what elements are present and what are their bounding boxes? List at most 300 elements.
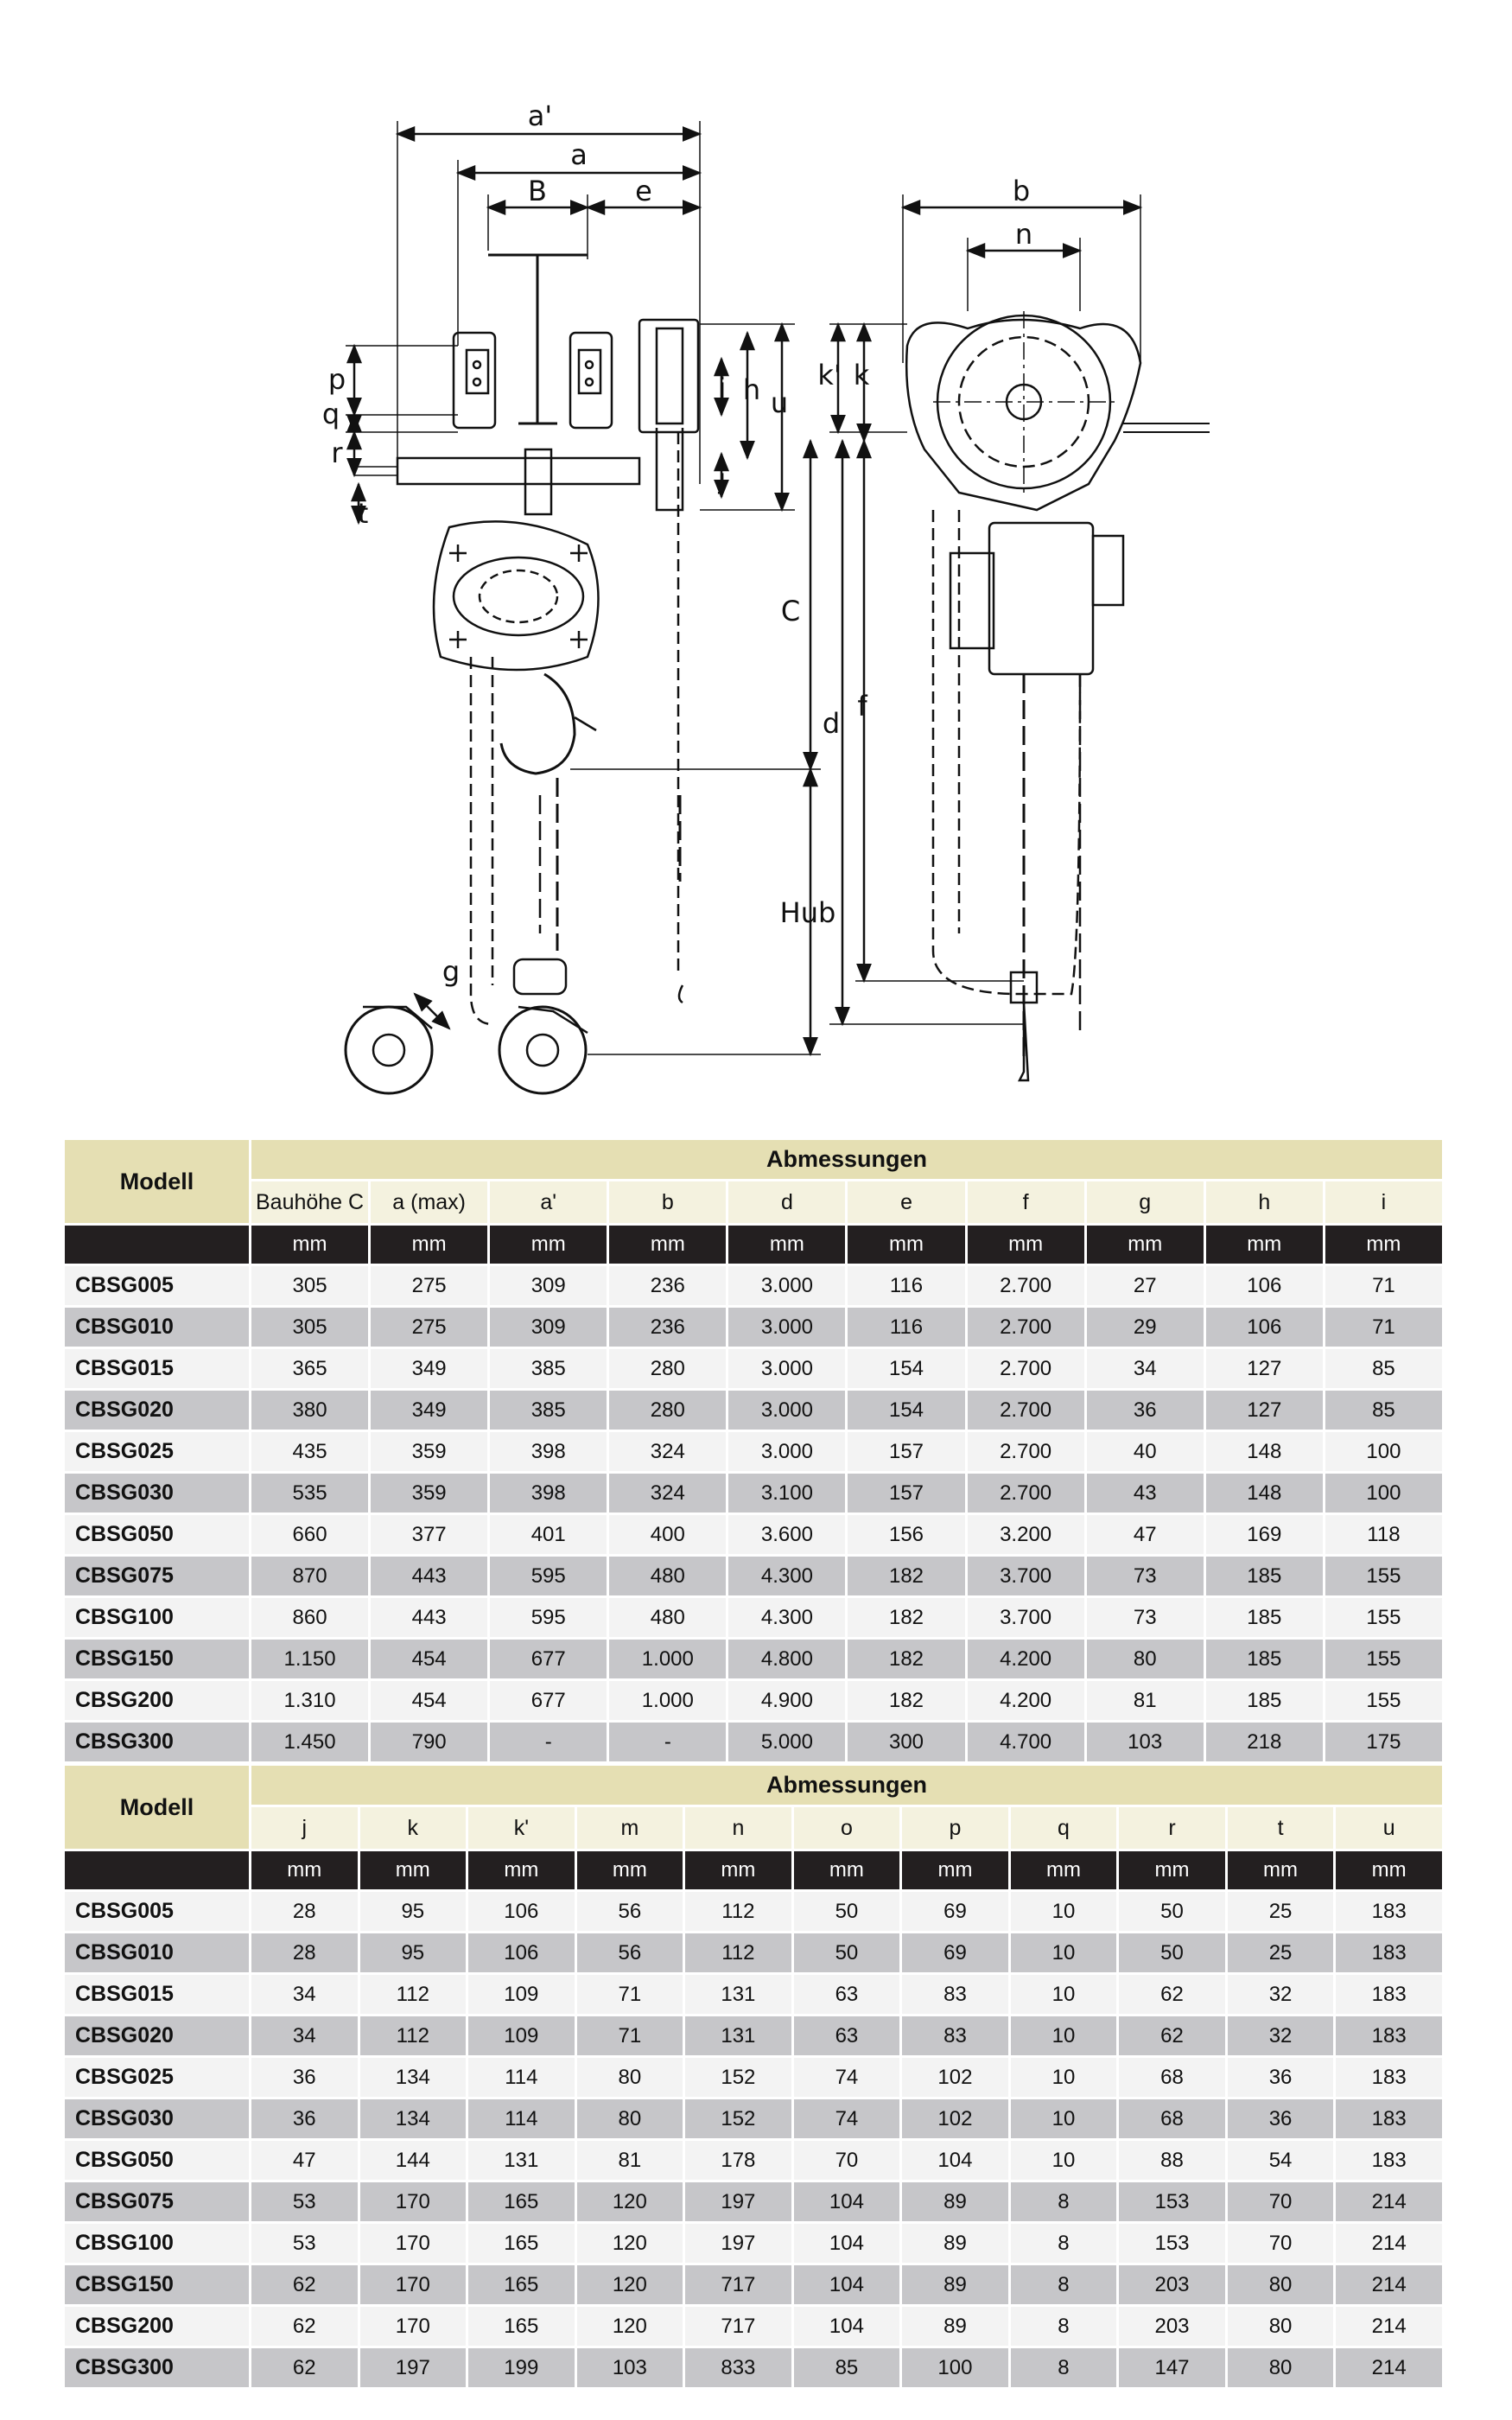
unit-row-blank bbox=[65, 1226, 249, 1264]
table-cell: 53 bbox=[251, 2182, 358, 2221]
table-cell: 10 bbox=[1011, 1892, 1117, 1931]
table-cell: 1.150 bbox=[251, 1640, 368, 1678]
table-cell: 4.200 bbox=[968, 1681, 1084, 1720]
table-cell: 148 bbox=[1206, 1474, 1323, 1512]
table-cell: 71 bbox=[577, 1975, 683, 2014]
table-cell: 104 bbox=[902, 2141, 1008, 2180]
table-row bbox=[65, 1432, 1442, 1471]
label-g: g bbox=[442, 955, 461, 988]
table-cell: 677 bbox=[490, 1640, 607, 1678]
table-cell: 5.000 bbox=[728, 1723, 845, 1761]
table-cell: 214 bbox=[1336, 2265, 1442, 2304]
table-cell: 400 bbox=[609, 1515, 726, 1554]
table-cell: 83 bbox=[902, 2016, 1008, 2055]
table-row bbox=[65, 2182, 1442, 2221]
table-cell: 197 bbox=[360, 2348, 467, 2387]
table-row bbox=[65, 2099, 1442, 2138]
table-row bbox=[65, 1892, 1442, 1931]
label-d: d bbox=[822, 707, 841, 740]
table-cell: 32 bbox=[1228, 2016, 1334, 2055]
table-cell: 717 bbox=[685, 2265, 791, 2304]
table-row bbox=[65, 1308, 1442, 1347]
table-cell: 36 bbox=[1087, 1391, 1204, 1430]
table-cell: 183 bbox=[1336, 2058, 1442, 2097]
table-cell: 69 bbox=[902, 1933, 1008, 1972]
table-cell: 8 bbox=[1011, 2348, 1117, 2387]
model-name: CBSG100 bbox=[65, 1598, 249, 1637]
table-row bbox=[65, 1557, 1442, 1595]
model-name: CBSG005 bbox=[65, 1266, 249, 1305]
table-cell: 305 bbox=[251, 1308, 368, 1347]
table-cell: 203 bbox=[1119, 2265, 1225, 2304]
table-cell: 2.700 bbox=[968, 1308, 1084, 1347]
table-cell: 63 bbox=[794, 2016, 900, 2055]
column-header: n bbox=[685, 1807, 791, 1849]
table-cell: 10 bbox=[1011, 1975, 1117, 2014]
table-cell: 365 bbox=[251, 1349, 368, 1388]
model-name: CBSG020 bbox=[65, 2016, 249, 2055]
table-cell: 183 bbox=[1336, 2099, 1442, 2138]
table-cell: 68 bbox=[1119, 2099, 1225, 2138]
table-cell: 199 bbox=[468, 2348, 575, 2387]
unit-cell: mm bbox=[251, 1226, 368, 1264]
table-cell: 175 bbox=[1325, 1723, 1442, 1761]
table-cell: 134 bbox=[360, 2099, 467, 2138]
table-cell: 120 bbox=[577, 2265, 683, 2304]
table-cell: 62 bbox=[251, 2265, 358, 2304]
table-cell: 10 bbox=[1011, 2141, 1117, 2180]
table-cell: 89 bbox=[902, 2182, 1008, 2221]
table-row bbox=[65, 2141, 1442, 2180]
table-cell: 398 bbox=[490, 1474, 607, 1512]
table-cell: 170 bbox=[360, 2224, 467, 2263]
table-cell: 116 bbox=[848, 1308, 964, 1347]
table-cell: 3.000 bbox=[728, 1308, 845, 1347]
model-name: CBSG025 bbox=[65, 1432, 249, 1471]
table-cell: 88 bbox=[1119, 2141, 1225, 2180]
column-header: k bbox=[360, 1807, 467, 1849]
table-cell: 80 bbox=[577, 2058, 683, 2097]
table-cell: 36 bbox=[251, 2099, 358, 2138]
table-cell: 309 bbox=[490, 1308, 607, 1347]
table-cell: 29 bbox=[1087, 1308, 1204, 1347]
table-cell: 36 bbox=[1228, 2058, 1334, 2097]
table-row bbox=[65, 1933, 1442, 1972]
table-cell: 717 bbox=[685, 2307, 791, 2346]
table-cell: 1.450 bbox=[251, 1723, 368, 1761]
table-cell: 309 bbox=[490, 1266, 607, 1305]
table-cell: 10 bbox=[1011, 2016, 1117, 2055]
column-header: a (max) bbox=[371, 1181, 487, 1223]
table-row bbox=[65, 2348, 1442, 2387]
table-cell: 280 bbox=[609, 1391, 726, 1430]
model-name: CBSG010 bbox=[65, 1933, 249, 1972]
table-cell: 36 bbox=[1228, 2099, 1334, 2138]
table-cell: 8 bbox=[1011, 2265, 1117, 2304]
table-cell: 62 bbox=[1119, 2016, 1225, 2055]
table-cell: 454 bbox=[371, 1640, 487, 1678]
label-k-prime: k' bbox=[817, 359, 842, 392]
table-cell: 8 bbox=[1011, 2224, 1117, 2263]
table-cell: 300 bbox=[848, 1723, 964, 1761]
table-cell: 155 bbox=[1325, 1681, 1442, 1720]
table-cell: 183 bbox=[1336, 1892, 1442, 1931]
unit-cell: mm bbox=[1119, 1851, 1225, 1889]
unit-row bbox=[65, 1851, 1442, 1889]
table-cell: 80 bbox=[1087, 1640, 1204, 1678]
label-q: q bbox=[321, 398, 340, 430]
table-cell: 34 bbox=[251, 2016, 358, 2055]
column-header: a' bbox=[490, 1181, 607, 1223]
table-cell: 53 bbox=[251, 2224, 358, 2263]
unit-cell: mm bbox=[1228, 1851, 1334, 1889]
table-cell: 197 bbox=[685, 2182, 791, 2221]
label-C: C bbox=[780, 595, 801, 627]
table-cell: 595 bbox=[490, 1557, 607, 1595]
label-i: i bbox=[718, 372, 727, 404]
table-cell: 443 bbox=[371, 1598, 487, 1637]
label-j: j bbox=[718, 462, 727, 495]
table-cell: 104 bbox=[794, 2307, 900, 2346]
table-cell: 3.000 bbox=[728, 1266, 845, 1305]
table-cell: 81 bbox=[1087, 1681, 1204, 1720]
table-cell: 85 bbox=[794, 2348, 900, 2387]
table-cell: 153 bbox=[1119, 2224, 1225, 2263]
table-row bbox=[65, 1391, 1442, 1430]
table-cell: 70 bbox=[1228, 2182, 1334, 2221]
model-name: CBSG300 bbox=[65, 1723, 249, 1761]
table-cell: 182 bbox=[848, 1557, 964, 1595]
table-cell: - bbox=[490, 1723, 607, 1761]
model-name: CBSG075 bbox=[65, 2182, 249, 2221]
label-n: n bbox=[1014, 218, 1033, 251]
column-header: m bbox=[577, 1807, 683, 1849]
unit-cell: mm bbox=[468, 1851, 575, 1889]
table-cell: 100 bbox=[1325, 1474, 1442, 1512]
abmessungen-header: Abmessungen bbox=[251, 1766, 1442, 1805]
table-cell: 677 bbox=[490, 1681, 607, 1720]
table-row bbox=[65, 2224, 1442, 2263]
table-cell: 155 bbox=[1325, 1557, 1442, 1595]
table-cell: 36 bbox=[251, 2058, 358, 2097]
model-name: CBSG075 bbox=[65, 1557, 249, 1595]
model-name: CBSG030 bbox=[65, 1474, 249, 1512]
table-cell: 89 bbox=[902, 2307, 1008, 2346]
label-a-prime: a' bbox=[527, 99, 553, 132]
modell-header: Modell bbox=[65, 1140, 249, 1223]
table-cell: 435 bbox=[251, 1432, 368, 1471]
model-name: CBSG100 bbox=[65, 2224, 249, 2263]
table-cell: 236 bbox=[609, 1266, 726, 1305]
table-cell: 2.700 bbox=[968, 1432, 1084, 1471]
unit-row-blank bbox=[65, 1851, 249, 1889]
table-cell: 183 bbox=[1336, 2141, 1442, 2180]
label-f: f bbox=[857, 690, 867, 723]
table-cell: 50 bbox=[794, 1892, 900, 1931]
table-cell: 89 bbox=[902, 2224, 1008, 2263]
table-cell: 47 bbox=[251, 2141, 358, 2180]
table-cell: 170 bbox=[360, 2265, 467, 2304]
label-B: B bbox=[528, 175, 547, 207]
label-a: a bbox=[570, 138, 588, 171]
column-header: b bbox=[609, 1181, 726, 1223]
table-cell: 182 bbox=[848, 1598, 964, 1637]
table-cell: 106 bbox=[1206, 1266, 1323, 1305]
unit-cell: mm bbox=[490, 1226, 607, 1264]
table-cell: 120 bbox=[577, 2307, 683, 2346]
table-cell: 3.000 bbox=[728, 1349, 845, 1388]
table-cell: 114 bbox=[468, 2099, 575, 2138]
unit-cell: mm bbox=[360, 1851, 467, 1889]
table-cell: 25 bbox=[1228, 1892, 1334, 1931]
unit-row bbox=[65, 1226, 1442, 1264]
table-cell: 8 bbox=[1011, 2307, 1117, 2346]
table-cell: 595 bbox=[490, 1598, 607, 1637]
table-cell: 71 bbox=[577, 2016, 683, 2055]
model-name: CBSG025 bbox=[65, 2058, 249, 2097]
model-name: CBSG010 bbox=[65, 1308, 249, 1347]
table-cell: 185 bbox=[1206, 1640, 1323, 1678]
model-name: CBSG030 bbox=[65, 2099, 249, 2138]
table-cell: 4.900 bbox=[728, 1681, 845, 1720]
table-cell: 131 bbox=[468, 2141, 575, 2180]
table-cell: 89 bbox=[902, 2265, 1008, 2304]
table-row bbox=[65, 1474, 1442, 1512]
table-cell: 401 bbox=[490, 1515, 607, 1554]
table-cell: 112 bbox=[360, 1975, 467, 2014]
table-cell: 218 bbox=[1206, 1723, 1323, 1761]
table-cell: 106 bbox=[468, 1933, 575, 1972]
column-header: r bbox=[1119, 1807, 1225, 1849]
table-cell: 214 bbox=[1336, 2182, 1442, 2221]
column-header: i bbox=[1325, 1181, 1442, 1223]
table-cell: 349 bbox=[371, 1349, 487, 1388]
label-k: k bbox=[853, 359, 870, 392]
model-name: CBSG015 bbox=[65, 1975, 249, 2014]
table-cell: 660 bbox=[251, 1515, 368, 1554]
table-cell: 3.000 bbox=[728, 1391, 845, 1430]
table-cell: 324 bbox=[609, 1432, 726, 1471]
table-cell: 43 bbox=[1087, 1474, 1204, 1512]
table-cell: 443 bbox=[371, 1557, 487, 1595]
column-header-row bbox=[65, 1807, 1442, 1849]
table-cell: 157 bbox=[848, 1432, 964, 1471]
table-cell: 54 bbox=[1228, 2141, 1334, 2180]
table-cell: 102 bbox=[902, 2058, 1008, 2097]
table-cell: 10 bbox=[1011, 2058, 1117, 2097]
table-cell: 833 bbox=[685, 2348, 791, 2387]
table-cell: 324 bbox=[609, 1474, 726, 1512]
table-cell: 359 bbox=[371, 1474, 487, 1512]
unit-cell: mm bbox=[685, 1851, 791, 1889]
table-cell: 144 bbox=[360, 2141, 467, 2180]
table-cell: 1.000 bbox=[609, 1681, 726, 1720]
table-cell: 127 bbox=[1206, 1349, 1323, 1388]
table-cell: 106 bbox=[1206, 1308, 1323, 1347]
table-cell: 131 bbox=[685, 1975, 791, 2014]
table-row bbox=[65, 1598, 1442, 1637]
table-cell: 134 bbox=[360, 2058, 467, 2097]
table-cell: 112 bbox=[685, 1933, 791, 1972]
unit-cell: mm bbox=[1206, 1226, 1323, 1264]
table-cell: 85 bbox=[1325, 1391, 1442, 1430]
table-cell: 170 bbox=[360, 2182, 467, 2221]
table-row bbox=[65, 1640, 1442, 1678]
table-cell: 152 bbox=[685, 2058, 791, 2097]
label-e: e bbox=[635, 175, 652, 207]
model-name: CBSG300 bbox=[65, 2348, 249, 2387]
dimensions-table-2 bbox=[62, 1763, 1445, 2390]
table-cell: 183 bbox=[1336, 2016, 1442, 2055]
column-header-row bbox=[65, 1181, 1442, 1223]
table-cell: 183 bbox=[1336, 1975, 1442, 2014]
table-cell: 104 bbox=[794, 2182, 900, 2221]
table-cell: 62 bbox=[251, 2307, 358, 2346]
table-cell: 385 bbox=[490, 1391, 607, 1430]
table-cell: 62 bbox=[251, 2348, 358, 2387]
table-cell: 3.000 bbox=[728, 1432, 845, 1471]
table-cell: 2.700 bbox=[968, 1474, 1084, 1512]
table-cell: 68 bbox=[1119, 2058, 1225, 2097]
table-row bbox=[65, 2307, 1442, 2346]
table-cell: 95 bbox=[360, 1933, 467, 1972]
table-cell: 154 bbox=[848, 1391, 964, 1430]
label-b: b bbox=[1012, 175, 1031, 207]
unit-cell: mm bbox=[251, 1851, 358, 1889]
table-cell: 170 bbox=[360, 2307, 467, 2346]
column-header: g bbox=[1087, 1181, 1204, 1223]
table-row bbox=[65, 2016, 1442, 2055]
table-cell: 4.800 bbox=[728, 1640, 845, 1678]
table-cell: 152 bbox=[685, 2099, 791, 2138]
table-cell: 385 bbox=[490, 1349, 607, 1388]
label-r: r bbox=[331, 436, 343, 469]
table-cell: 112 bbox=[685, 1892, 791, 1931]
model-name: CBSG005 bbox=[65, 1892, 249, 1931]
label-hub: Hub bbox=[779, 896, 836, 929]
table-row bbox=[65, 1975, 1442, 2014]
modell-header: Modell bbox=[65, 1766, 249, 1849]
table-cell: 214 bbox=[1336, 2348, 1442, 2387]
table-cell: 480 bbox=[609, 1598, 726, 1637]
table-cell: 10 bbox=[1011, 1933, 1117, 1972]
table-cell: 106 bbox=[468, 1892, 575, 1931]
unit-cell: mm bbox=[848, 1226, 964, 1264]
table-cell: 69 bbox=[902, 1892, 1008, 1931]
table-cell: 305 bbox=[251, 1266, 368, 1305]
table-row bbox=[65, 2265, 1442, 2304]
table-cell: 214 bbox=[1336, 2224, 1442, 2263]
table-row bbox=[65, 1723, 1442, 1761]
table-cell: 197 bbox=[685, 2224, 791, 2263]
model-name: CBSG200 bbox=[65, 1681, 249, 1720]
table-row bbox=[65, 1349, 1442, 1388]
table-cell: 120 bbox=[577, 2224, 683, 2263]
table-cell: 80 bbox=[577, 2099, 683, 2138]
table-cell: 165 bbox=[468, 2307, 575, 2346]
label-p: p bbox=[327, 363, 346, 396]
table-cell: 70 bbox=[794, 2141, 900, 2180]
table-cell: 147 bbox=[1119, 2348, 1225, 2387]
table-cell: 3.100 bbox=[728, 1474, 845, 1512]
dimensions-table-1 bbox=[62, 1137, 1445, 1764]
front-view bbox=[829, 194, 1210, 1080]
table-cell: 870 bbox=[251, 1557, 368, 1595]
table-cell: 73 bbox=[1087, 1598, 1204, 1637]
table-cell: 3.200 bbox=[968, 1515, 1084, 1554]
column-header: t bbox=[1228, 1807, 1334, 1849]
model-name: CBSG015 bbox=[65, 1349, 249, 1388]
column-header: q bbox=[1011, 1807, 1117, 1849]
label-t: t bbox=[357, 497, 369, 530]
table-cell: 103 bbox=[1087, 1723, 1204, 1761]
table-cell: 73 bbox=[1087, 1557, 1204, 1595]
table-cell: 185 bbox=[1206, 1681, 1323, 1720]
table-cell: 100 bbox=[902, 2348, 1008, 2387]
table-cell: 3.700 bbox=[968, 1598, 1084, 1637]
table-cell: 156 bbox=[848, 1515, 964, 1554]
table-cell: 153 bbox=[1119, 2182, 1225, 2221]
table-cell: 1.310 bbox=[251, 1681, 368, 1720]
unit-cell: mm bbox=[1011, 1851, 1117, 1889]
table-cell: 127 bbox=[1206, 1391, 1323, 1430]
table-cell: 4.300 bbox=[728, 1557, 845, 1595]
table-row bbox=[65, 2058, 1442, 2097]
table-cell: 8 bbox=[1011, 2182, 1117, 2221]
table-cell: 2.700 bbox=[968, 1349, 1084, 1388]
table-cell: 34 bbox=[1087, 1349, 1204, 1388]
table-cell: 83 bbox=[902, 1975, 1008, 2014]
table-cell: 118 bbox=[1325, 1515, 1442, 1554]
table-cell: 80 bbox=[1228, 2307, 1334, 2346]
table-cell: 25 bbox=[1228, 1933, 1334, 1972]
table-cell: 203 bbox=[1119, 2307, 1225, 2346]
table-cell: 56 bbox=[577, 1892, 683, 1931]
table-cell: 95 bbox=[360, 1892, 467, 1931]
table-cell: 165 bbox=[468, 2182, 575, 2221]
unit-cell: mm bbox=[371, 1226, 487, 1264]
column-header: u bbox=[1336, 1807, 1442, 1849]
column-header: f bbox=[968, 1181, 1084, 1223]
unit-cell: mm bbox=[609, 1226, 726, 1264]
table-cell: 114 bbox=[468, 2058, 575, 2097]
table-row bbox=[65, 1681, 1442, 1720]
table-cell: 454 bbox=[371, 1681, 487, 1720]
table-cell: 112 bbox=[360, 2016, 467, 2055]
table-cell: 28 bbox=[251, 1933, 358, 1972]
table-cell: 56 bbox=[577, 1933, 683, 1972]
technical-drawing bbox=[0, 0, 1512, 1115]
table-cell: 102 bbox=[902, 2099, 1008, 2138]
table-cell: 359 bbox=[371, 1432, 487, 1471]
column-header: k' bbox=[468, 1807, 575, 1849]
table-cell: 50 bbox=[1119, 1933, 1225, 1972]
model-name: CBSG150 bbox=[65, 2265, 249, 2304]
column-header: j bbox=[251, 1807, 358, 1849]
table-cell: 47 bbox=[1087, 1515, 1204, 1554]
table-cell: 109 bbox=[468, 2016, 575, 2055]
unit-cell: mm bbox=[968, 1226, 1084, 1264]
table-cell: 3.600 bbox=[728, 1515, 845, 1554]
table-cell: 377 bbox=[371, 1515, 487, 1554]
unit-cell: mm bbox=[577, 1851, 683, 1889]
model-name: CBSG150 bbox=[65, 1640, 249, 1678]
model-name: CBSG050 bbox=[65, 2141, 249, 2180]
table-cell: 182 bbox=[848, 1640, 964, 1678]
table-cell: 34 bbox=[251, 1975, 358, 2014]
table-cell: 40 bbox=[1087, 1432, 1204, 1471]
column-header: e bbox=[848, 1181, 964, 1223]
